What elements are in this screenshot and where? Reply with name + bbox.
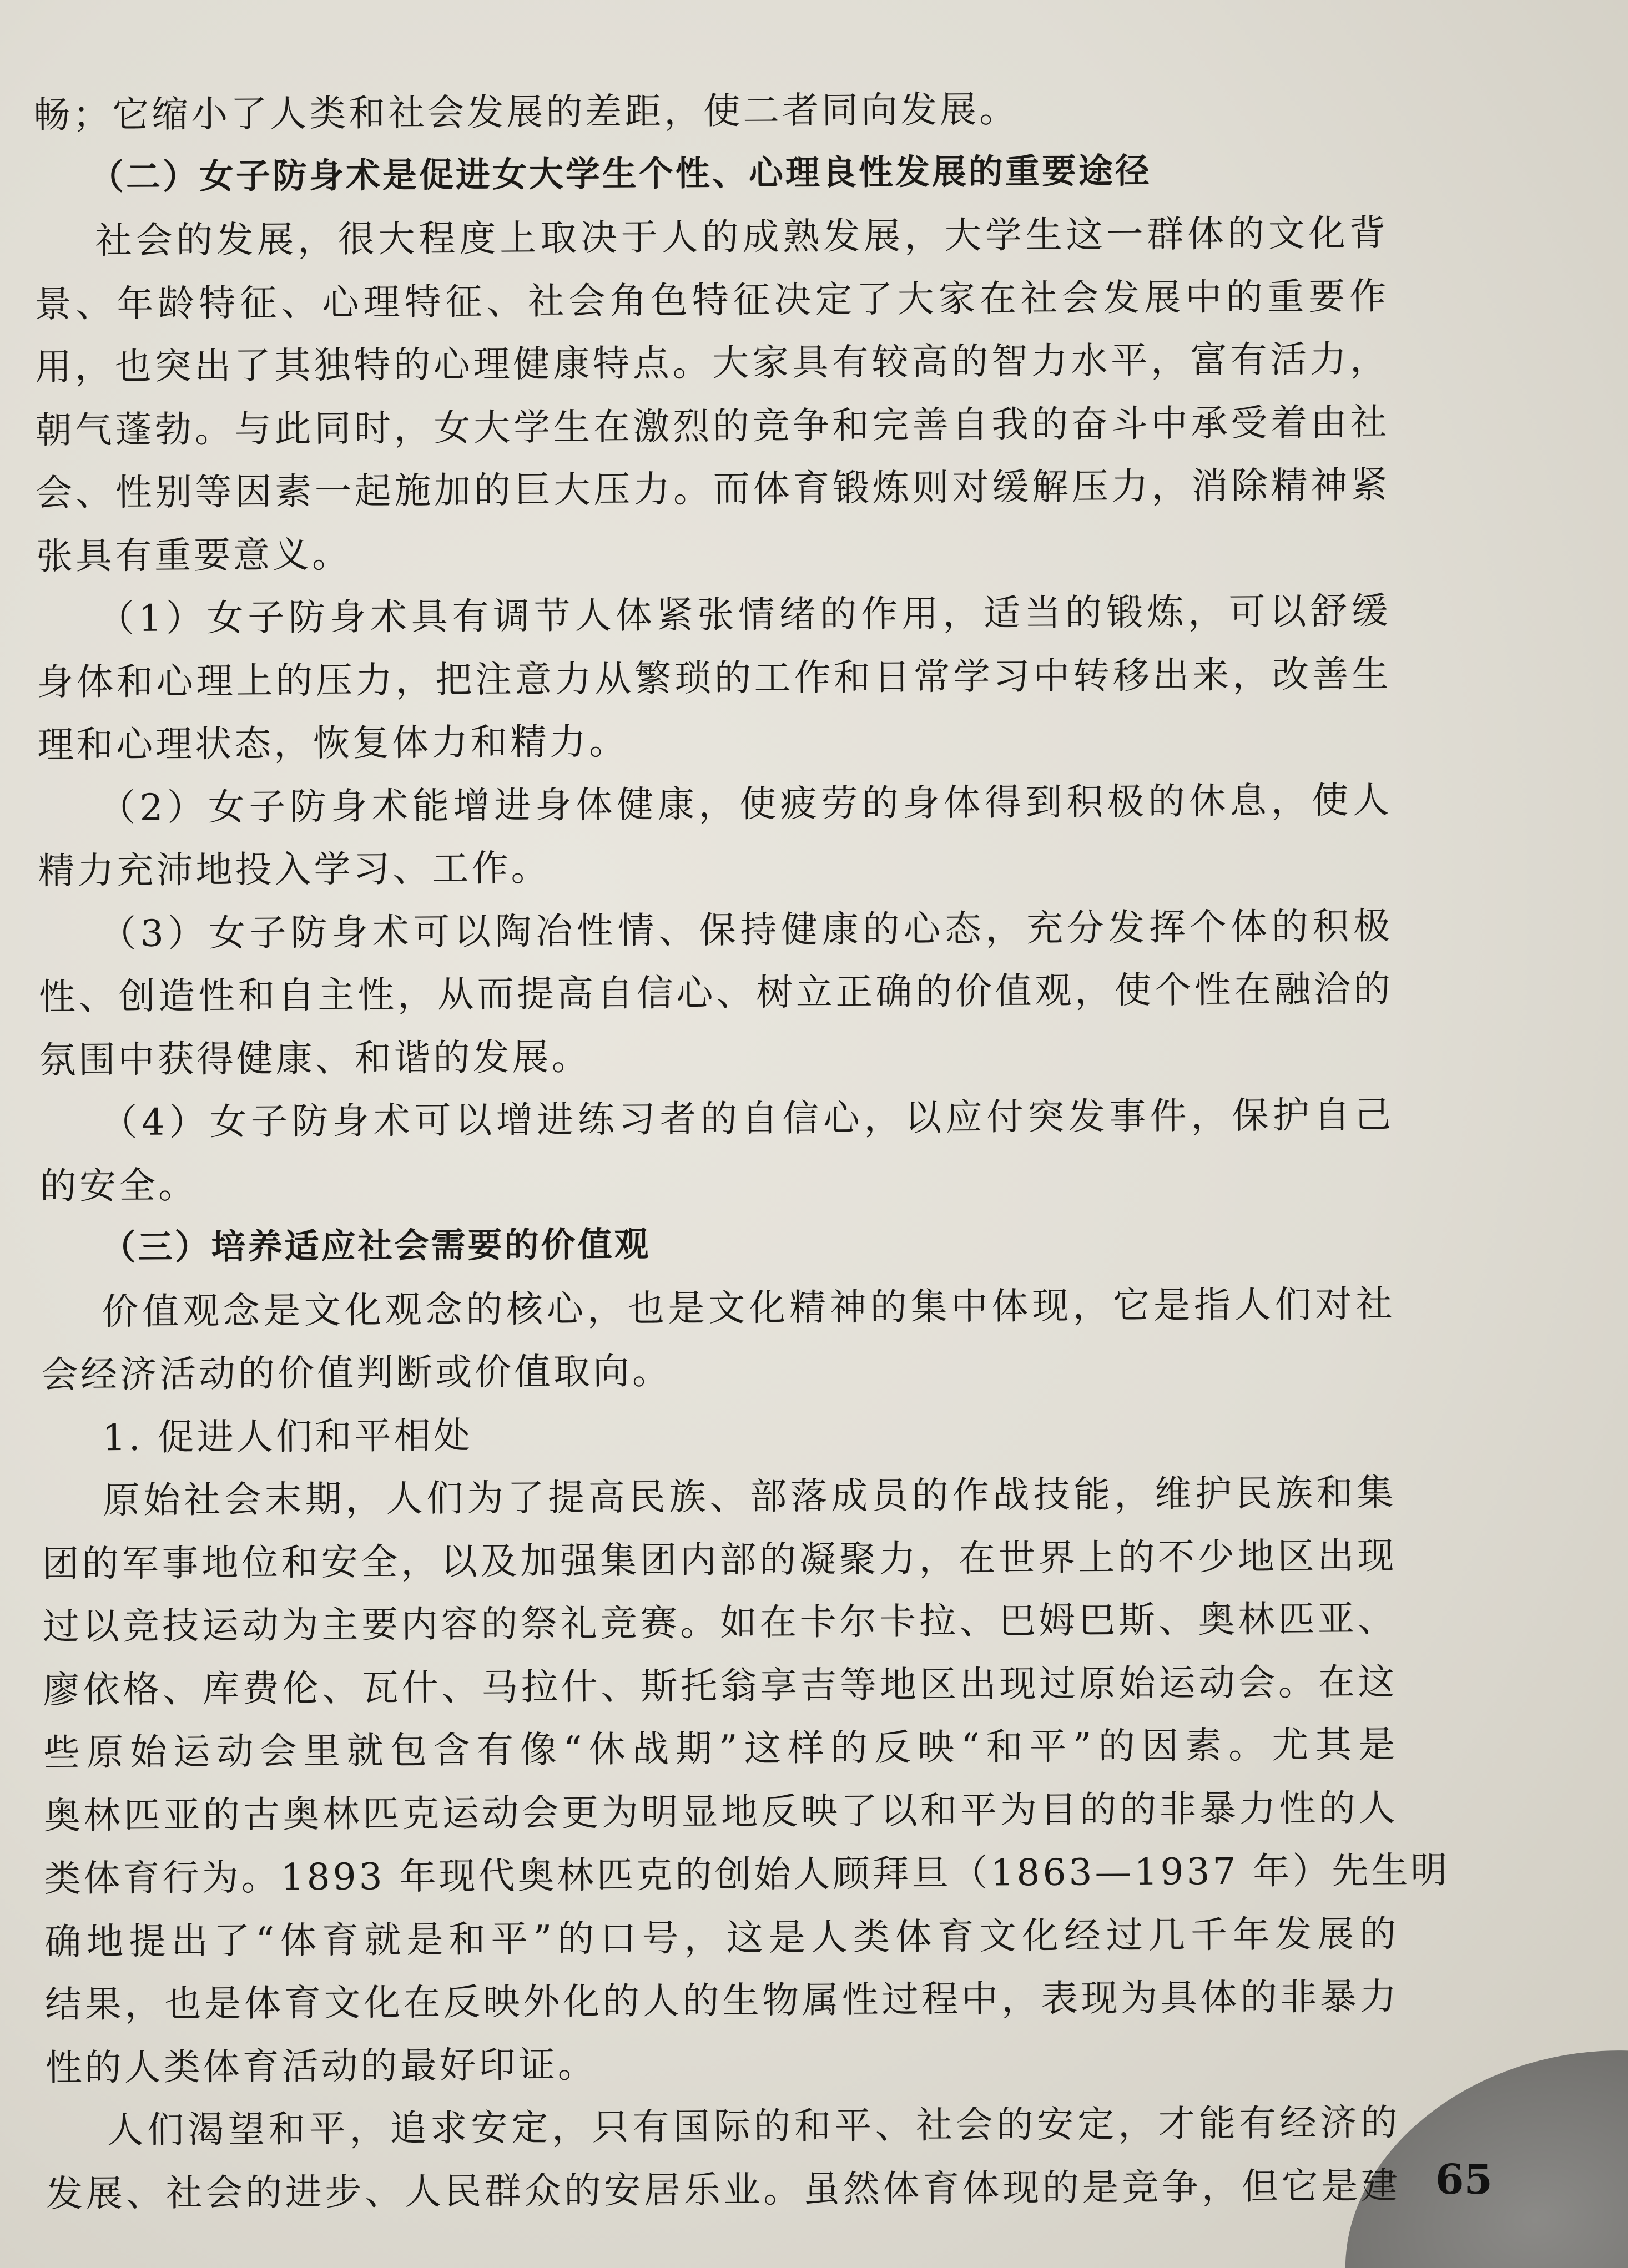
text-line: （4）女子防身术可以增进练习者的自信心，以应付突发事件，保护自己 xyxy=(100,1093,1394,1144)
text-line: 张具有重要意义。 xyxy=(36,533,352,578)
text-line: （2）女子防身术能增进身体健康，使疲劳的身体得到积极的休息，使人 xyxy=(98,778,1393,829)
page-text xyxy=(33,88,1450,2215)
text-line: 类体育行为。1893 年现代奥林匹克的创始人顾拜旦（1863—1937 年）先生明 xyxy=(44,1848,1450,1900)
text-line: 结果，也是体育文化在反映外化的人的生物属性过程中，表现为具体的非暴力 xyxy=(44,1975,1400,2026)
text-line: 发展、社会的进步、人民群众的安居乐业。虽然体育体现的是竞争，但它是建 xyxy=(46,2164,1401,2215)
text-line: 会经济活动的价值判断或价值取向。 xyxy=(41,1350,672,1396)
text-line: 社会的发展，很大程度上取决于人的成熟发展，大学生这一群体的文化背 xyxy=(95,211,1389,262)
text-line: 人们渴望和平，追求安定，只有国际的和平、社会的安定，才能有经济的 xyxy=(107,2101,1400,2152)
text-line: 奥林匹亚的古奥林匹克运动会更为明显地反映了以和平为目的的非暴力性的人 xyxy=(43,1786,1399,1837)
page-number: 65 xyxy=(1435,2156,1493,2204)
text-line: 身体和心理上的压力，把注意力从繁琐的工作和日常学习中转移出来，改善生 xyxy=(37,652,1392,704)
text-line: 精力充沛地投入学习、工作。 xyxy=(38,846,551,892)
text-line: 朝气蓬勃。与此同时，女大学生在激烈的竞争和完善自我的奋斗中承受着由社 xyxy=(35,400,1390,452)
text-line: 些原始运动会里就包含有像“休战期”这样的反映“和平”的因素。尤其是 xyxy=(43,1723,1398,1774)
text-line: 性的人类体育活动的最好印证。 xyxy=(45,2043,597,2089)
text-line: 过以竞技运动为主要内容的祭礼竞赛。如在卡尔卡拉、巴姆巴斯、奥林匹亚、 xyxy=(42,1597,1398,1648)
text-line: 畅；它缩小了人类和社会发展的差距，使二者同向发展。 xyxy=(33,88,1019,137)
text-line: 用，也突出了其独特的心理健康特点。大家具有较高的智力水平，富有活力， xyxy=(34,337,1390,388)
section-heading: （三）培养适应社会需要的价值观 xyxy=(101,1224,651,1268)
text-line: （1）女子防身术具有调节人体紧张情绪的作用，适当的锻炼，可以舒缓 xyxy=(97,589,1391,640)
text-line: 会、性别等因素一起施加的巨大压力。而体育锻炼则对缓解压力，消除精神紧 xyxy=(36,463,1390,514)
text-line: 确地提出了“体育就是和平”的口号，这是人类体育文化经过几千年发展的 xyxy=(44,1912,1399,1963)
text-line: 价值观念是文化观念的核心，也是文化精神的集中体现，它是指人们对社 xyxy=(102,1282,1395,1333)
text-line: 的安全。 xyxy=(39,1163,198,1208)
section-heading: （二）女子防身术是促进女大学生个性、心理良性发展的重要途径 xyxy=(89,150,1152,197)
text-line: 廖依格、库费伦、瓦什、马拉什、斯托翁享吉等地区出现过原始运动会。在这 xyxy=(43,1660,1398,1711)
text-line: 景、年龄特征、心理特征、社会角色特征决定了大家在社会发展中的重要作 xyxy=(34,274,1389,326)
text-line: 原始社会末期，人们为了提高民族、部落成员的作战技能，维护民族和集 xyxy=(103,1471,1397,1522)
text-line: 性、创造性和自主性，从而提高自信心、树立正确的价值观，使个性在融洽的 xyxy=(38,967,1394,1018)
text-line: 理和心理状态，恢复体力和精力。 xyxy=(37,720,629,766)
text-line: 团的军事地位和安全，以及加强集团内部的凝聚力，在世界上的不少地区出现 xyxy=(42,1534,1397,1585)
text-line: （3）女子防身术可以陶冶性情、保持健康的心态，充分发挥个体的积极 xyxy=(99,904,1393,955)
text-line: 氛围中获得健康、和谐的发展。 xyxy=(39,1035,591,1082)
text-line: 1. 促进人们和平相处 xyxy=(102,1413,473,1459)
